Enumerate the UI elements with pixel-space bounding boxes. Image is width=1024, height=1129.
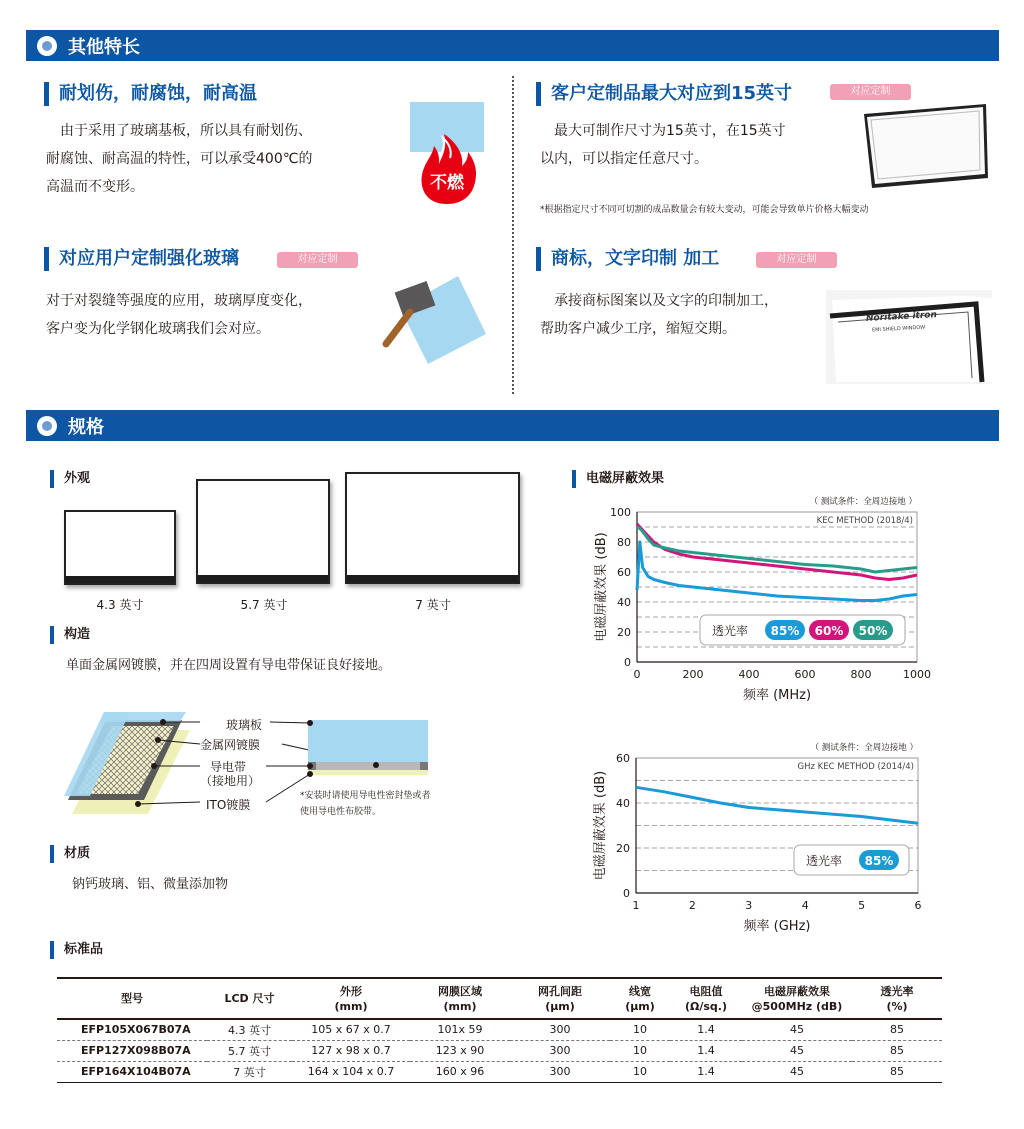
x-tick-label: 600 [794,668,816,681]
x-axis-label: 频率 (MHz) [742,688,812,703]
subheading-standard: 标准品 [50,941,103,959]
feature-text-scratch [46,117,376,201]
table-cell: 85 [852,1019,942,1040]
label-mesh: 金属网镀膜 [200,738,261,752]
table-cell: 300 [510,1019,610,1040]
legend-value: 60% [814,624,844,638]
header-outline: 外形 (mm) [292,978,410,1019]
table-cell: 105 x 67 x 0.7 [292,1019,410,1040]
header-model: 型号 [57,978,207,1019]
feature-title-custom-size: 客户定制品最大对应到15英寸 [536,82,792,106]
panel-photo [858,100,992,192]
y-tick-label: 20 [617,626,631,639]
logo-text: Noritake itron [865,310,938,324]
table-cell: 10 [610,1019,670,1040]
panel-border-strip [198,575,328,582]
table-row [57,1040,942,1061]
table-cell: EFP164X104B07A [57,1061,207,1082]
legend-label: 透光率 [712,624,749,638]
chart-condition: （ 测试条件：全周边接地 ） [809,497,917,507]
y-tick-label: 100 [610,506,631,519]
nonflammable-icon [408,100,486,208]
chart-method: KEC METHOD (2018/4) [816,516,913,526]
y-axis-label: 电磁屏蔽效果 (dB) [594,532,609,642]
text-line: 最大可制作尺寸为15英寸，在15英寸 [540,123,786,139]
y-tick-label: 60 [616,752,630,765]
note-line: 使用导电性布胶带。 [300,807,382,817]
x-tick-label: 6 [914,899,922,912]
feature-title-printing: 商标，文字印制 加工 [536,247,719,271]
table-cell: 45 [742,1040,852,1061]
y-tick-label: 0 [623,887,630,900]
subheading-material: 材质 [50,845,90,863]
custom-badge: 对应定制 [830,84,911,100]
legend-value: 85% [864,854,894,868]
note-line: *安装时请使用导电性密封垫或者 [300,791,431,801]
feature-title-strengthened: 对应用户定制强化玻璃 [44,247,239,271]
header-lcd-size: LCD 尺寸 [207,978,292,1019]
feature-text-custom-size [540,117,840,173]
table-cell: 5.7 英寸 [207,1040,292,1061]
section-header-spec [26,410,999,441]
header-mesh-pitch: 网孔间距 (μm) [510,978,610,1019]
chart-condition: （ 测试条件：全周边接地 ） [810,743,918,753]
table-row [57,1061,942,1082]
y-tick-label: 0 [624,656,631,669]
x-tick-label: 1000 [903,668,931,681]
caption-4-3: 4.3 英寸 [96,598,144,612]
x-tick-label: 1 [632,899,640,912]
bullet-icon [37,36,57,56]
table-cell: 300 [510,1040,610,1061]
table-row [57,1019,942,1040]
table-cell: 101x 59 [410,1019,510,1040]
subheading-appearance: 外观 [50,470,90,488]
emi-chart-ghz [570,738,950,938]
subheading-structure: 构造 [50,626,90,644]
section-header-other [26,30,999,61]
header-transmittance: 透光率 (%) [852,978,942,1019]
table-cell: 10 [610,1061,670,1082]
text-line: 客户变为化学钢化玻璃我们会对应。 [46,321,270,337]
logo-subtext: EMI SHIELD WINDOW [871,324,926,334]
y-axis-label: 电磁屏蔽效果 (dB) [593,770,608,881]
section-title: 规格 [68,417,104,438]
table-cell: 7 英寸 [207,1061,292,1082]
structure-note [300,788,431,820]
x-tick-label: 2 [688,899,696,912]
table-cell: EFP105X067B07A [57,1019,207,1040]
x-tick-label: 0 [633,668,641,681]
x-tick-label: 200 [682,668,704,681]
legend-label: 透光率 [806,854,843,868]
header-shielding: 电磁屏蔽效果 @500MHz (dB) [742,978,852,1019]
table-cell: 1.4 [670,1061,742,1082]
x-tick-label: 3 [745,899,753,912]
table-cell: 300 [510,1061,610,1082]
structure-desc: 单面金属网镀膜，并在四周设置有导电带保证良好接地。 [66,658,392,673]
table-cell: 1.4 [670,1040,742,1061]
text-line: 承接商标图案以及文字的印制加工， [540,293,778,309]
panel-5-7 [196,479,330,584]
text-line: 对于对裂缝等强度的应用，玻璃厚度变化， [46,293,312,309]
text-line: 高温而不变形。 [46,179,144,195]
custom-size-note: *根据指定尺寸不同可切割的成品数量会有较大变动，可能会导致单片价格大幅变动 [540,205,869,215]
panel-4-3 [64,510,176,585]
y-tick-label: 40 [616,797,630,810]
panel-border-strip [66,576,174,583]
table-cell: 160 x 96 [410,1061,510,1082]
table-cell: 45 [742,1019,852,1040]
legend-value: 50% [858,624,888,638]
subheading-emi: 电磁屏蔽效果 [572,470,664,488]
table-cell: 85 [852,1061,942,1082]
x-tick-label: 4 [801,899,809,912]
header-mesh-area: 网膜区域 (mm) [410,978,510,1019]
table-cell: 123 x 90 [410,1040,510,1061]
feature-text-strengthened [46,287,376,343]
table-header-row [57,978,942,1019]
material-desc: 钠钙玻璃、铝、微量添加物 [72,877,229,892]
table-cell: EFP127X098B07A [57,1040,207,1061]
text-line: 以内，可以指定任意尺寸。 [540,151,708,167]
custom-badge: 对应定制 [277,252,358,268]
legend-value: 85% [770,624,800,638]
structure-diagram [60,708,460,818]
y-tick-label: 20 [616,842,630,855]
section-title: 其他特长 [68,37,140,58]
label-grounding: （接地用） [200,774,261,788]
header-line-width: 线宽 (μm) [610,978,670,1019]
label-glass: 玻璃板 [226,718,263,732]
custom-badge: 对应定制 [756,252,837,268]
text-line: 耐腐蚀、耐高温的特性，可以承受400℃的 [46,151,313,167]
feature-text-printing [540,287,830,343]
y-tick-label: 80 [617,536,631,549]
table-cell: 10 [610,1040,670,1061]
label-conductive-band: 导电带 [210,760,247,774]
x-axis-label: 频率 (GHz) [743,919,811,934]
table-cell: 164 x 104 x 0.7 [292,1061,410,1082]
y-tick-label: 60 [617,566,631,579]
emi-chart-mhz [570,490,950,715]
table-cell: 1.4 [670,1019,742,1040]
feature-title-scratch: 耐划伤，耐腐蚀，耐高温 [44,82,257,106]
panel-border-strip [347,575,518,582]
table-cell: 4.3 英寸 [207,1019,292,1040]
panel-7 [345,472,520,584]
header-resistance: 电阻值 (Ω/sq.) [670,978,742,1019]
logo-print-photo [826,290,992,384]
caption-5-7: 5.7 英寸 [240,598,288,612]
table-cell: 127 x 98 x 0.7 [292,1040,410,1061]
caption-7: 7 英寸 [415,598,451,612]
text-line: 帮助客户减少工序，缩短交期。 [540,321,736,337]
hammer-icon [380,268,490,366]
table-cell: 85 [852,1040,942,1061]
x-tick-label: 800 [850,668,872,681]
label-ito: ITO镀膜 [206,798,251,812]
x-tick-label: 5 [858,899,866,912]
nonflammable-label: 不燃 [430,173,464,193]
y-tick-label: 40 [617,596,631,609]
text-line: 由于采用了玻璃基板，所以具有耐划伤、 [46,123,312,139]
spec-table [57,977,942,1083]
chart-method: GHz KEC METHOD (2014/4) [797,762,914,772]
x-tick-label: 400 [738,668,760,681]
column-divider [512,76,514,394]
table-cell: 45 [742,1061,852,1082]
bullet-icon [37,416,57,436]
